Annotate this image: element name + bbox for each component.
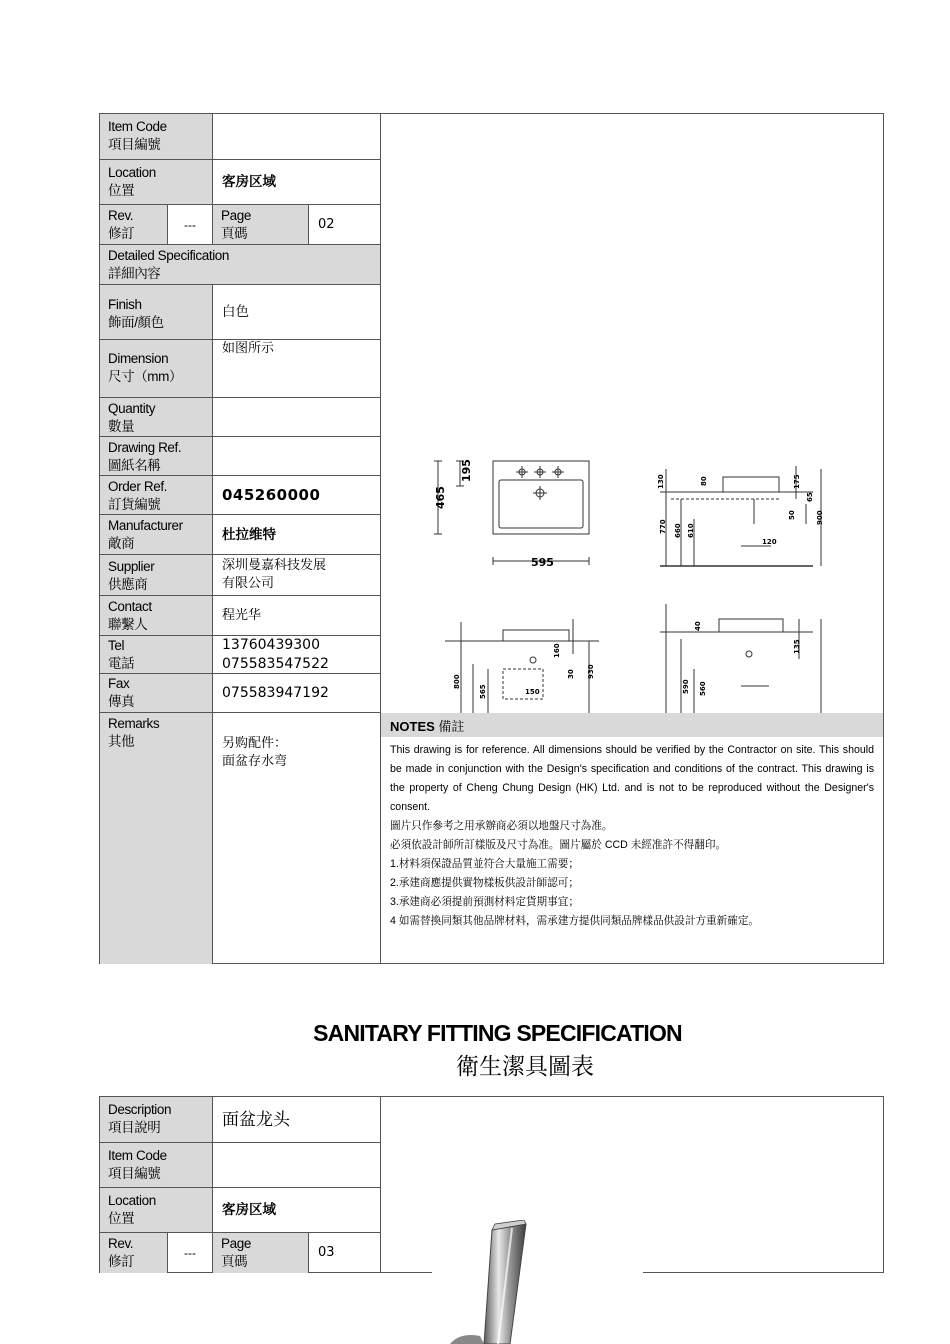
dim-930: 930: [587, 664, 595, 679]
page-label-2: Page 頁碼: [213, 1233, 309, 1273]
drawing-ref-label: Drawing Ref. 圖紙名稱: [100, 437, 213, 476]
manufacturer-value: 杜拉维特: [213, 515, 381, 555]
quantity-value: [213, 398, 381, 437]
dim-770: 770: [659, 519, 667, 534]
contact-value: 程光华: [213, 596, 381, 636]
dim-660: 660: [674, 523, 682, 538]
order-ref-value: 045260000: [213, 476, 381, 515]
dim-65: 65: [806, 492, 814, 502]
dim-610: 610: [687, 523, 695, 538]
item-code-value: [213, 114, 381, 160]
dimension-label: Dimension 尺寸（mm）: [100, 340, 213, 398]
quantity-label: Quantity 數量: [100, 398, 213, 437]
location-label-2: Location 位置: [100, 1188, 213, 1233]
tel-value: 13760439300 075583547522: [213, 636, 381, 674]
rev-value: ---: [168, 205, 213, 245]
description-value: 面盆龙头: [213, 1097, 381, 1143]
tel-label: Tel 電話: [100, 636, 213, 674]
dim-130: 130: [657, 474, 665, 489]
dim-465: 465: [434, 486, 447, 509]
item-code-label: Item Code 項目編號: [100, 114, 213, 160]
contact-label: Contact 聯繫人: [100, 596, 213, 636]
notes-header: NOTES 備註: [381, 713, 883, 737]
dim-40: 40: [694, 621, 702, 631]
dim-595: 595: [531, 556, 554, 569]
dim-565: 565: [479, 684, 487, 699]
manufacturer-label: Manufacturer 敵商: [100, 515, 213, 555]
dimension-value: 如图所示: [213, 340, 381, 398]
order-ref-label: Order Ref. 訂貨編號: [100, 476, 213, 515]
location-value-2: 客房区域: [213, 1188, 381, 1233]
faucet-image: [440, 1220, 560, 1344]
item-code-value-2: [213, 1143, 381, 1188]
fax-label: Fax 傳真: [100, 674, 213, 713]
dim-150: 150: [525, 688, 540, 696]
dim-80: 80: [700, 476, 708, 486]
finish-label: Finish 飾面/顏色: [100, 285, 213, 340]
dim-120: 120: [762, 538, 777, 546]
fax-value: 075583947192: [213, 674, 381, 713]
dim-195: 195: [460, 459, 473, 482]
drawing-panel: [381, 114, 883, 713]
item-code-label-2: Item Code 項目編號: [100, 1143, 213, 1188]
technical-drawing: [381, 114, 883, 719]
dim-800: 800: [453, 674, 461, 689]
section-title-zh: 衛生潔具圖表: [456, 1053, 594, 1079]
rev-value-2: ---: [168, 1233, 213, 1273]
location-value: 客房区域: [213, 160, 381, 205]
dim-590: 590: [682, 679, 690, 694]
dim-135: 135: [793, 639, 801, 654]
detailed-spec-header: Detailed Specification 詳細內容: [100, 245, 381, 285]
dim-560: 560: [699, 681, 707, 696]
dim-50: 50: [788, 510, 796, 520]
location-label: Location 位置: [100, 160, 213, 205]
remarks-value: 另购配件： 面盆存水弯: [213, 713, 381, 964]
finish-value: 白色: [213, 285, 381, 340]
dim-900: 900: [816, 510, 824, 525]
dim-175: 175: [793, 474, 801, 489]
page-value-2: 03: [309, 1233, 381, 1273]
drawing-ref-value: [213, 437, 381, 476]
notes-body: This drawing is for reference. All dimensions should be verified by the Contractor on site. This should be made in conjunction with the Design's specification and conditions of the contract. This drawing is the property of Cheng Chung Design (HK) Ltd. and is not to be reproduced without the Designer's consent. 圖片只作參考之用承辦商必須以地盤尺寸為准。 必須依設計師所訂樣版及尺寸為准。圖片屬於 CCD 未經准許不得翻印。 1.材料須保證品質並符合大量施工需要； 2.承建商應提供實物樣板供設計師認可； 3.承建商必須提前預測材料定貨期事宜； 4 如需替換同類其他品牌材料，需承建方提供同類品牌樣品供設計方重新確定。: [390, 744, 874, 927]
rev-label: Rev. 修訂: [100, 205, 168, 245]
spec-table-1: [99, 113, 884, 964]
page-value: 02: [309, 205, 381, 245]
dim-30: 30: [567, 669, 575, 679]
remarks-label: Remarks 其他: [100, 713, 213, 964]
description-label: Description 項目說明: [100, 1097, 213, 1143]
rev-label-2: Rev. 修訂: [100, 1233, 168, 1273]
section-title: SANITARY FITTING SPECIFICATION: [313, 1020, 682, 1046]
dim-160: 160: [553, 643, 561, 658]
page-label: Page 頁碼: [213, 205, 309, 245]
supplier-value: 深圳曼嘉科技发展 有限公司: [213, 555, 381, 596]
supplier-label: Supplier 供應商: [100, 555, 213, 596]
